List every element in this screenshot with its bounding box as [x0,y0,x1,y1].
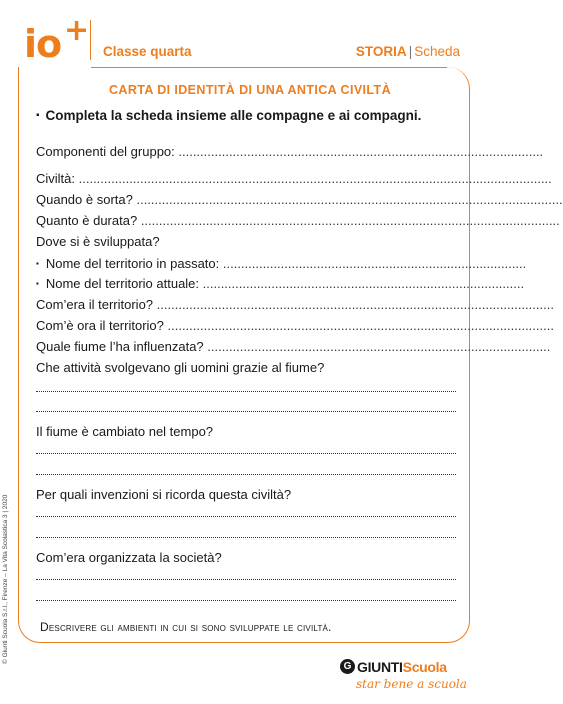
giunti-g-icon: G [340,659,355,674]
field-quando-sorta[interactable] [36,192,563,207]
field-quanto-durata[interactable] [36,213,560,228]
field-label: Quando è sorta? [36,192,137,207]
answer-line[interactable] [36,516,456,517]
field-territorio-attuale[interactable] [36,276,525,291]
answer-line[interactable] [36,537,456,538]
subject-label [356,44,460,59]
question-attivita-fiume: Che attività svolgevano gli uomini grazie al fiume? [36,360,325,375]
field-fiume[interactable] [36,339,551,354]
field-civilta[interactable] [36,171,552,186]
field-label: Quale fiume l’ha influenzata? [36,339,208,354]
question-fiume-cambiato: Il fiume è cambiato nel tempo? [36,424,214,439]
field-territorio-ora[interactable] [36,318,554,333]
subject-separator: | [408,44,413,59]
answer-line[interactable] [36,411,456,412]
footnote: Descrivere gli ambienti in cui si sono sviluppate le civiltà. [40,620,332,634]
field-label: Com’era il territorio? [36,297,157,312]
fill-line: ......................................................................................... [202,276,525,291]
field-label: Dove si è sviluppata? [36,234,160,249]
brand-name-2: Scuola [402,658,447,675]
logo-text: io [24,22,62,66]
fill-line: ................................................................................................................................... [78,171,552,186]
brand-tagline: star bene a scuola [356,677,467,691]
brand-name-1: GIUNTI [357,658,403,675]
bullet-icon: ▪ [36,279,39,288]
worksheet-title: CARTA DI IDENTITÀ DI UNA ANTICA CIVILTÀ [108,83,391,97]
fill-line: .................................................................................................................... [140,213,560,228]
field-componenti[interactable] [36,144,544,159]
field-territorio-era[interactable] [36,297,554,312]
field-label: Com’è ora il territorio? [36,318,168,333]
instruction-text: Completa la scheda insieme alle compagne e ai compagni. [45,108,422,123]
plus-icon: + [64,13,90,48]
subject-name: STORIA [355,44,407,59]
fill-line: ............................................................................................... [207,339,551,354]
answer-line[interactable] [36,453,456,454]
card-top-border [91,67,447,68]
field-territorio-passato[interactable] [36,256,527,271]
worksheet-kind: Scheda [414,44,460,59]
field-dove-sviluppata [36,234,456,249]
field-label: Nome del territorio in passato: [45,256,223,271]
fill-line: ........................................................................................................... [167,318,554,333]
instruction [36,108,421,123]
header-divider [90,20,91,60]
question-invenzioni: Per quali invenzioni si ricorda questa civiltà? [36,487,292,502]
fill-line: .............................................................................................................. [156,297,554,312]
bullet-icon: ▪ [36,259,39,268]
question-societa: Com’era organizzata la società? [36,550,222,565]
bullet-icon: ▪ [36,110,40,121]
field-label: Nome del territorio attuale: [45,276,203,291]
giunti-scuola-logo [340,658,447,676]
fill-line: ...................................................................................................................... [136,192,563,207]
class-label: Classe quarta [103,44,192,59]
field-label: Componenti del gruppo: [36,144,179,159]
copyright-credit: © Giunti Scuola S.r.l., Firenze – La Vita Scolastica 3 | 2020 [2,494,9,664]
answer-line[interactable] [36,391,456,392]
fill-line: .................................................................................... [222,256,527,271]
answer-line[interactable] [36,579,456,580]
answer-line[interactable] [36,600,456,601]
fill-line: ..................................................................................................... [178,144,544,159]
field-label: Quanto è durata? [36,213,141,228]
field-label: Civiltà: [36,171,79,186]
answer-line[interactable] [36,474,456,475]
